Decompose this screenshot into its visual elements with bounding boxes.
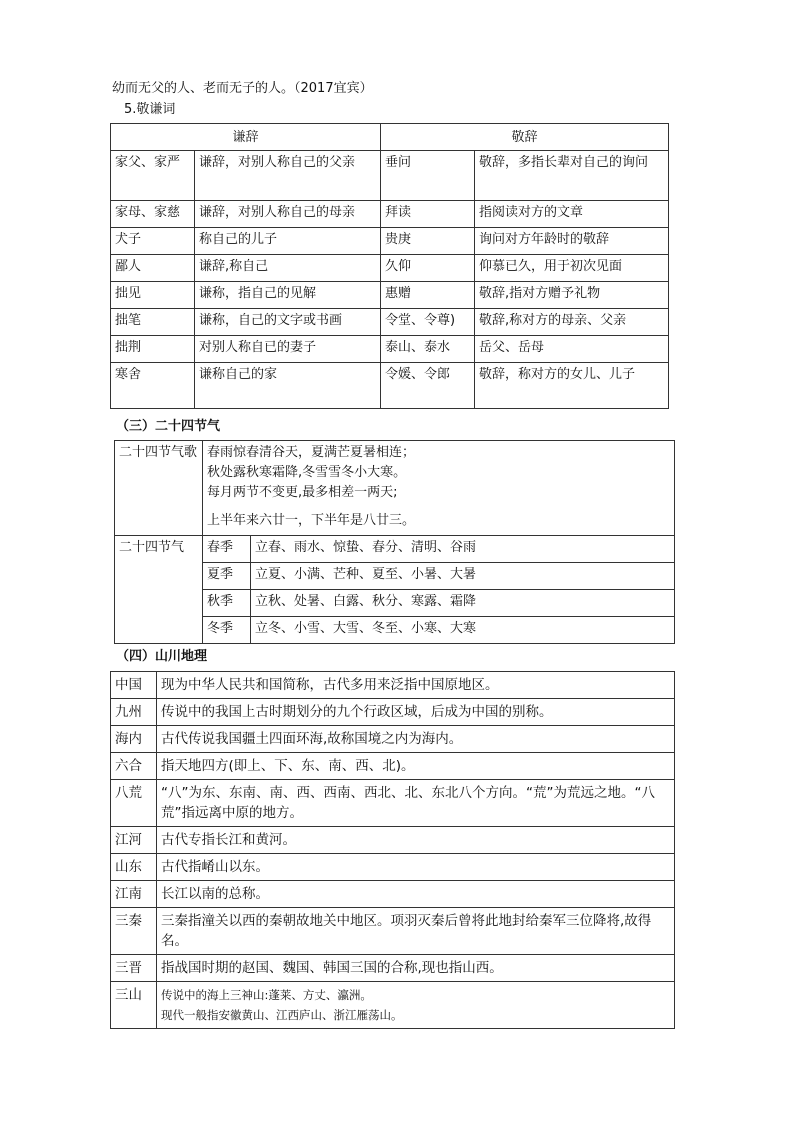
place-name: 三晋 (111, 955, 157, 982)
respect-meaning: 敬辞，称对方的女儿、儿子 (475, 363, 669, 409)
terms-label: 二十四节气 (115, 536, 203, 644)
table-row (111, 753, 675, 780)
place-name: 中国 (111, 672, 157, 699)
table-row (111, 854, 675, 881)
table-row (111, 201, 669, 228)
humble-term: 拙荆 (111, 336, 195, 363)
song-label: 二十四节气歌 (115, 441, 203, 536)
sanshan-line: 传说中的海上三神山:蓬莱、方丈、瀛洲。 (161, 988, 372, 1002)
table-row (111, 255, 669, 282)
place-description: 古代指崤山以东。 (157, 854, 675, 881)
table-row (111, 726, 675, 753)
season-name: 冬季 (203, 617, 251, 644)
solar-terms-song-row (115, 441, 675, 536)
respect-meaning: 指阅读对方的文章 (475, 201, 669, 228)
place-name: 山东 (111, 854, 157, 881)
column-header-respect: 敬辞 (381, 124, 669, 151)
table-row (111, 780, 675, 827)
respect-term: 垂问 (381, 151, 475, 201)
humble-term: 家父、家严 (111, 151, 195, 201)
solar-terms-table (114, 440, 675, 644)
table-row (111, 908, 675, 955)
table-row (111, 982, 675, 1029)
song-line: 每月两节不变更,最多相差一两天; (207, 485, 398, 500)
place-description (157, 982, 675, 1029)
song-line: 秋处露秋寒霜降,冬雪雪冬小大寒。 (207, 465, 407, 480)
season-name: 秋季 (203, 590, 251, 617)
table-header-row (111, 124, 669, 151)
place-description: 古代传说我国疆土四面环海,故称国境之内为海内。 (157, 726, 675, 753)
respect-meaning: 岳父、岳母 (475, 336, 669, 363)
place-name: 三秦 (111, 908, 157, 955)
place-name: 海内 (111, 726, 157, 753)
respect-meaning: 询问对方年龄时的敬辞 (475, 228, 669, 255)
season-name: 夏季 (203, 563, 251, 590)
table-row (111, 881, 675, 908)
table-row (111, 336, 669, 363)
table-row (111, 672, 675, 699)
humble-meaning: 对别人称自已的妻子 (195, 336, 381, 363)
humble-meaning: 谦称自己的家 (195, 363, 381, 409)
geography-heading: （四）山川地理 (116, 649, 208, 664)
table-row (111, 151, 669, 201)
intro-line: 幼而无父的人、老而无子的人。（2017宜宾） (112, 81, 373, 96)
song-text (203, 441, 675, 536)
humble-term: 家母、家慈 (111, 201, 195, 228)
season-name: 春季 (203, 536, 251, 563)
place-name: 三山 (111, 982, 157, 1029)
table-row (111, 228, 669, 255)
solar-terms-heading: （三）二十四节气 (116, 419, 221, 434)
season-terms: 立冬、小雪、大雪、冬至、小寒、大寒 (251, 617, 675, 644)
humble-term: 鄙人 (111, 255, 195, 282)
place-description: 指天地四方(即上、下、东、南、西、北)。 (157, 753, 675, 780)
respect-term: 贵庚 (381, 228, 475, 255)
humble-term: 拙见 (111, 282, 195, 309)
humble-term: 犬子 (111, 228, 195, 255)
table-row (111, 955, 675, 982)
table-row (111, 282, 669, 309)
humble-meaning: 谦称，自己的文字或书画 (195, 309, 381, 336)
respect-term: 泰山、泰水 (381, 336, 475, 363)
humble-meaning: 称自己的儿子 (195, 228, 381, 255)
table-row (111, 309, 669, 336)
place-description: 长江以南的总称。 (157, 881, 675, 908)
respect-meaning: 仰慕已久，用于初次见面 (475, 255, 669, 282)
humble-meaning: 谦辞，对别人称自己的父亲 (195, 151, 381, 201)
place-name: 八荒 (111, 780, 157, 827)
humble-term: 拙笔 (111, 309, 195, 336)
honorifics-table (110, 123, 669, 409)
place-description: 指战国时期的赵国、魏国、韩国三国的合称,现也指山西。 (157, 955, 675, 982)
place-description: 古代专指长江和黄河。 (157, 827, 675, 854)
respect-term: 令媛、令郎 (381, 363, 475, 409)
humble-meaning: 谦辞，对别人称自己的母亲 (195, 201, 381, 228)
respect-term: 令堂、令尊) (381, 309, 475, 336)
humble-meaning: 谦称，指自己的见解 (195, 282, 381, 309)
table-row (111, 699, 675, 726)
respect-term: 惠赠 (381, 282, 475, 309)
column-header-humble: 谦辞 (111, 124, 381, 151)
sanshan-line: 现代一般指安徽黄山、江西庐山、浙江雁荡山。 (161, 1008, 403, 1022)
place-description: “八”为东、东南、南、西、西南、西北、北、东北八个方向。“荒”为荒远之地。“八荒”指远离中原的地方。 (157, 780, 675, 827)
season-row (115, 536, 675, 563)
season-terms: 立春、雨水、惊蛰、春分、清明、谷雨 (251, 536, 675, 563)
place-name: 九州 (111, 699, 157, 726)
season-terms: 立夏、小满、芒种、夏至、小暑、大暑 (251, 563, 675, 590)
geography-table (110, 671, 675, 1029)
song-line: 春雨惊春清谷天，夏满芒夏暑相连； (207, 445, 416, 460)
honorifics-heading: 5.敬谦词 (124, 102, 176, 117)
respect-meaning: 敬辞,称对方的母亲、父亲 (475, 309, 669, 336)
respect-term: 拜读 (381, 201, 475, 228)
place-name: 江河 (111, 827, 157, 854)
place-description: 传说中的我国上古时期划分的九个行政区域，后成为中国的别称。 (157, 699, 675, 726)
humble-term: 寒舍 (111, 363, 195, 409)
place-name: 六合 (111, 753, 157, 780)
season-terms: 立秋、处暑、白露、秋分、寒露、霜降 (251, 590, 675, 617)
respect-meaning: 敬辞，多指长辈对自己的询问 (475, 151, 669, 201)
place-description: 三秦指潼关以西的秦朝故地关中地区。项羽灭秦后曾将此地封给秦军三位降将,故得名。 (157, 908, 675, 955)
respect-meaning: 敬辞,指对方赠予礼物 (475, 282, 669, 309)
place-name: 江南 (111, 881, 157, 908)
table-row (111, 363, 669, 409)
song-line: 上半年来六廿一，下半年是八廿三。 (207, 513, 416, 528)
table-row (111, 827, 675, 854)
respect-term: 久仰 (381, 255, 475, 282)
humble-meaning: 谦辞,称自己 (195, 255, 381, 282)
place-description: 现为中华人民共和国简称，古代多用来泛指中国原地区。 (157, 672, 675, 699)
